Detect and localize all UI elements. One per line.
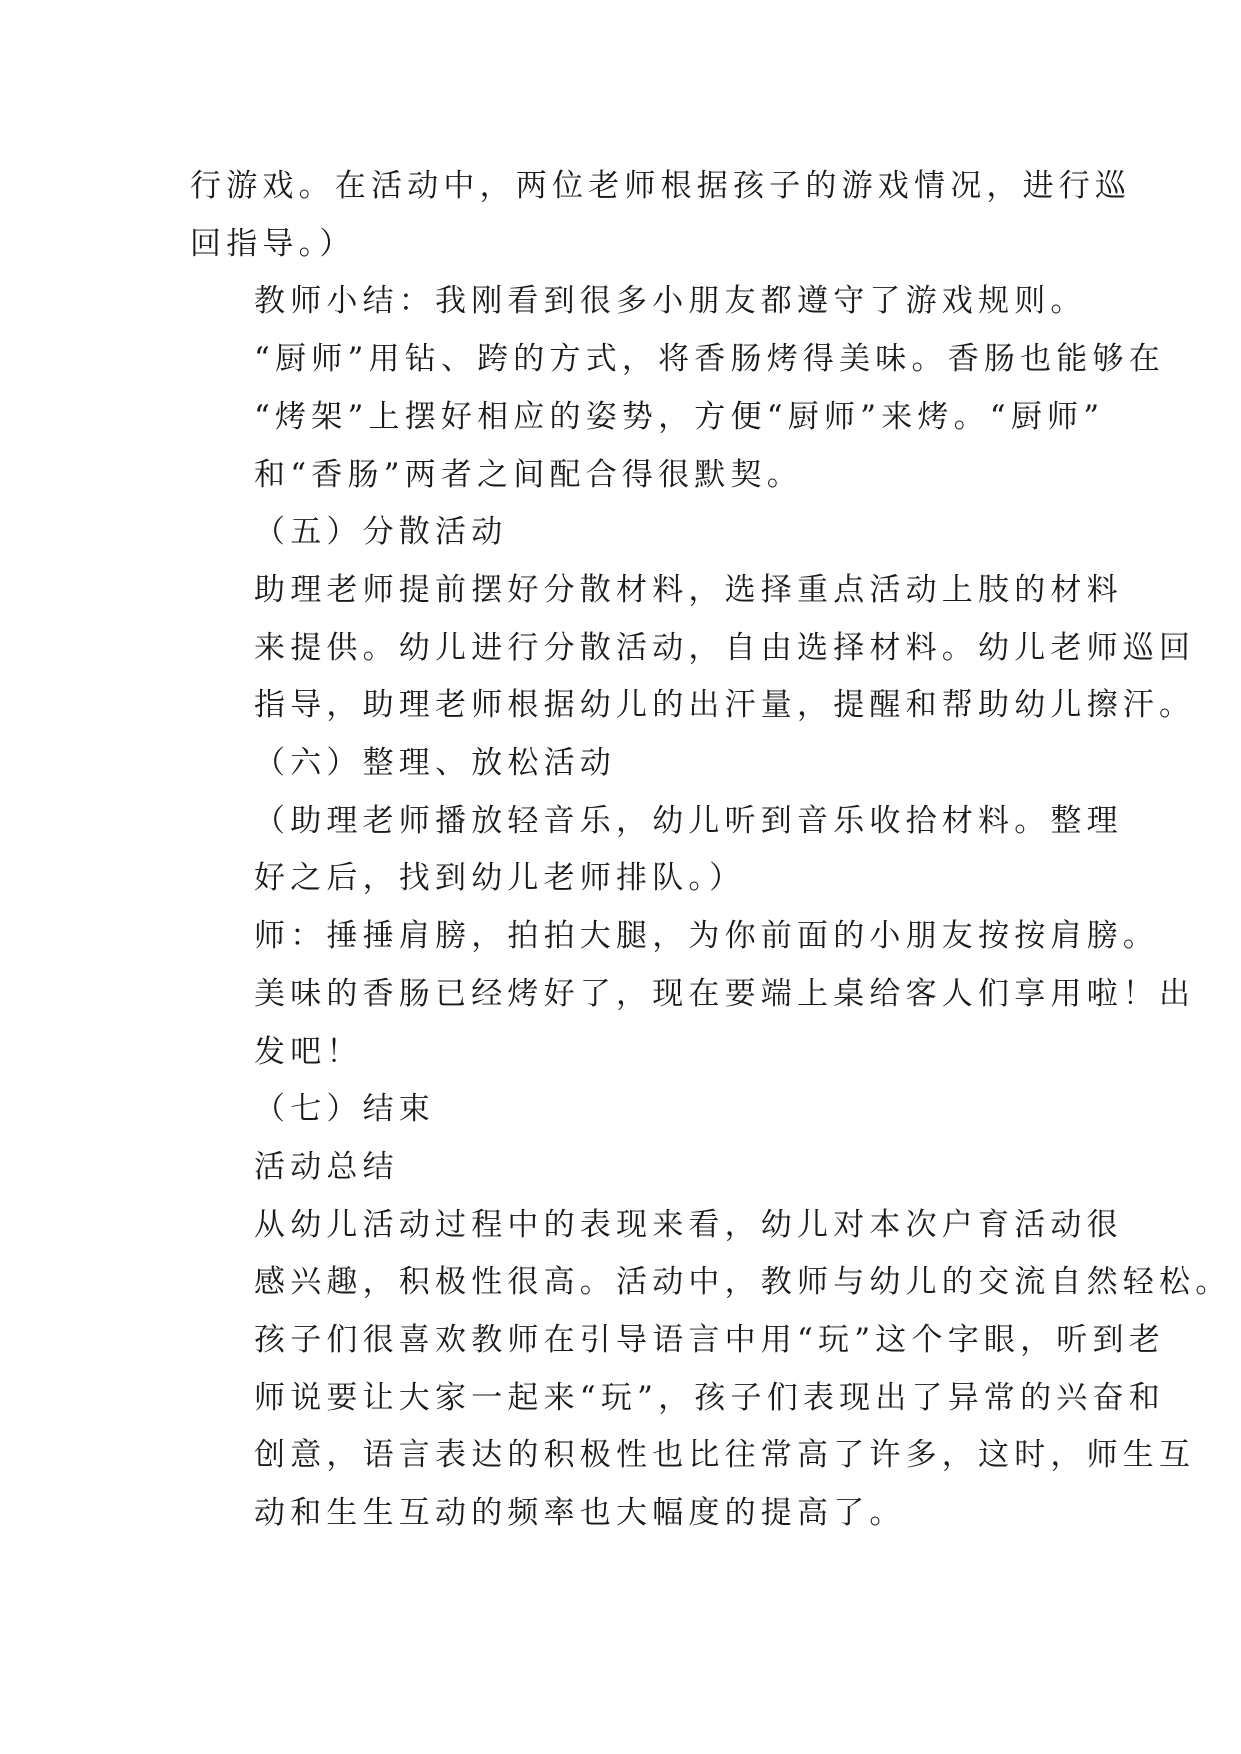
text-line: （七）结束 bbox=[254, 1091, 435, 1128]
text-line: （六）整理、放松活动 bbox=[254, 745, 616, 782]
text-line: 和“香肠”两者之间配合得很默契。 bbox=[254, 456, 803, 493]
text-line: 感兴趣，积极性很高。活动中，教师与幼儿的交流自然轻松。 bbox=[254, 1264, 1232, 1301]
text-line: 孩子们很喜欢教师在引导语言中用“玩”这个字眼，听到老 bbox=[254, 1322, 1165, 1359]
text-line: 创意，语言表达的积极性也比往常高了许多，这时，师生互 bbox=[254, 1437, 1196, 1474]
paragraph bbox=[190, 273, 1165, 504]
paragraph bbox=[190, 1081, 1070, 1139]
text-line: 发吧！ bbox=[254, 1033, 363, 1070]
text-line: （助理老师播放轻音乐，幼儿听到音乐收拾材料。整理 bbox=[254, 802, 1123, 839]
paragraph bbox=[190, 1197, 1232, 1543]
text-line: 美味的香肠已经烤好了，现在要端上桌给客人们享用啦！出 bbox=[254, 975, 1196, 1012]
text-line: 从幼儿活动过程中的表现来看，幼儿对本次户育活动很 bbox=[254, 1206, 1123, 1243]
text-line: “厨师”用钻、跨的方式，将香肠烤得美味。香肠也能够在 bbox=[254, 341, 1165, 378]
text-line: 教师小结：我刚看到很多小朋友都遵守了游戏规则。 bbox=[254, 283, 1087, 320]
text-line: 来提供。幼儿进行分散活动，自由选择材料。幼儿老师巡回 bbox=[254, 629, 1196, 666]
text-line: （五）分散活动 bbox=[254, 514, 508, 551]
text-line: 师：捶捶肩膀，拍拍大腿，为你前面的小朋友按按肩膀。 bbox=[254, 918, 1159, 955]
text-line: 活动总结 bbox=[254, 1148, 399, 1185]
text-line: 行游戏。在活动中，两位老师根据孩子的游戏情况，进行巡 bbox=[190, 168, 1132, 204]
paragraph bbox=[190, 793, 1123, 908]
text-line: 师说要让大家一起来“玩”，孩子们表现出了异常的兴奋和 bbox=[254, 1379, 1165, 1416]
paragraph bbox=[190, 562, 1196, 735]
paragraph bbox=[190, 908, 1196, 1081]
paragraph bbox=[190, 735, 1070, 793]
text-line: 动和生生互动的频率也大幅度的提高了。 bbox=[254, 1495, 906, 1532]
document-body bbox=[190, 158, 1232, 1543]
text-line: 好之后，找到幼儿老师排队。） bbox=[254, 860, 746, 897]
text-line: “烤架”上摆好相应的姿势，方便“厨师”来烤。“厨师” bbox=[254, 398, 1105, 435]
text-line: 指导，助理老师根据幼儿的出汗量，提醒和帮助幼儿擦汗。 bbox=[254, 687, 1196, 724]
paragraph bbox=[190, 158, 1132, 273]
text-line: 回指导。） bbox=[190, 225, 356, 262]
text-line: 助理老师提前摆好分散材料，选择重点活动上肢的材料 bbox=[254, 571, 1123, 608]
paragraph bbox=[190, 1139, 1070, 1197]
paragraph bbox=[190, 504, 1070, 562]
